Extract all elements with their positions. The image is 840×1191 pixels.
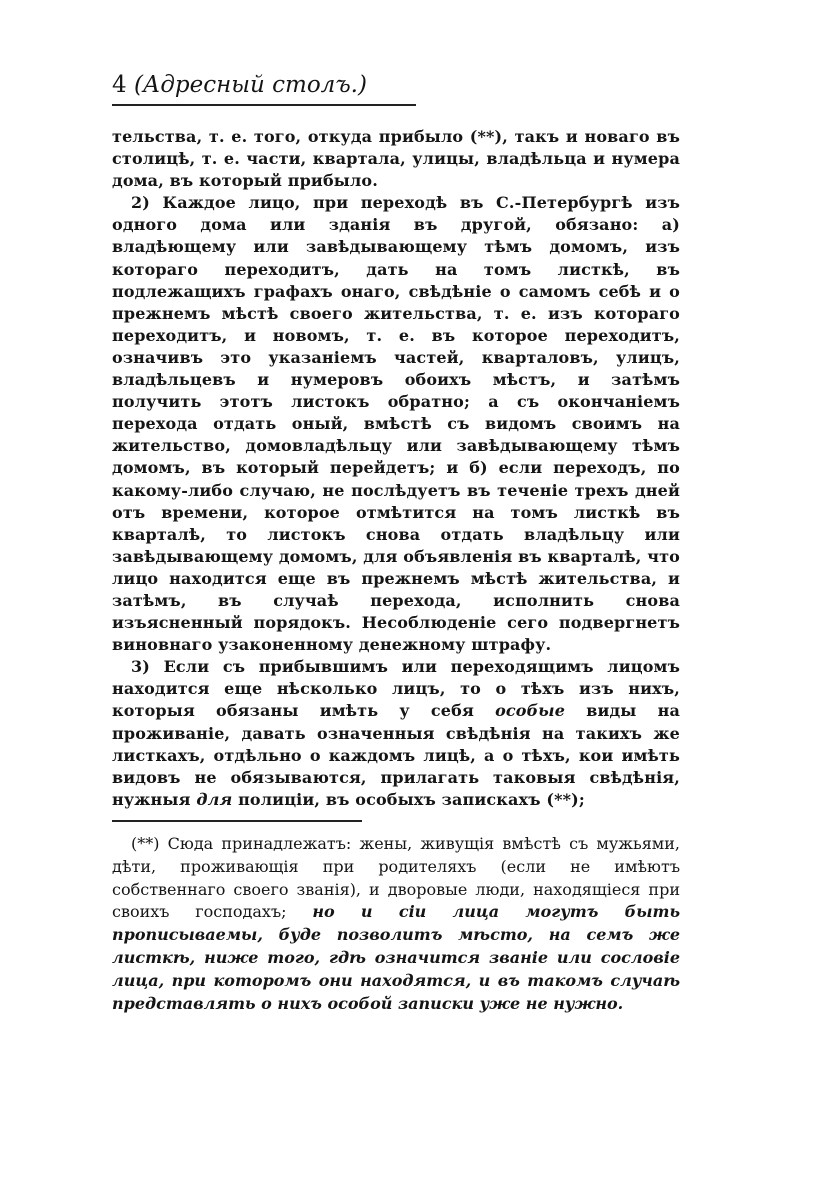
page-number: 4: [112, 72, 127, 98]
header-title: (Адресный столъ.): [133, 72, 367, 98]
paragraph-continuation: тельства, т. е. того, откуда прибыло (**), такъ и новаго въ столицѣ, т. е. части, квартала, улицы, владѣльца и нумера дома, въ который прибыло.: [112, 127, 680, 191]
main-text: [112, 126, 680, 811]
footnote-rule: [112, 820, 362, 822]
paragraph-3-part-c: полиціи, въ особыхъ запискахъ (**);: [232, 789, 585, 809]
footnote-lead: (**) Сюда принадлежатъ: жены, живущія вмѣстѣ съ мужьями, дѣти, проживающія при родителяхъ (если не имѣютъ собственнаго своего званія), и дворовые люди, находящіеся при своихъ господахъ;: [112, 834, 680, 922]
footnote-italic: но и сіи лица могутъ быть прописываемы, буде позволитъ мѣсто, на семъ же листкѣ, ниже того, гдѣ означится званіе или сословіе лица, при которомъ они находятся, и въ такомъ случаѣ представлять о нихъ особой записки уже не нужно.: [112, 902, 680, 1013]
running-header: [112, 70, 416, 100]
paragraph-3-emphasis: особые: [495, 701, 566, 721]
paragraph-3-part-b: виды на проживаніе, давать означенныя свѣдѣнія на такихъ же листкахъ, отдѣльно о каждомъ лицѣ, а о тѣхъ, кои имѣть видовъ не обязываются, прилагать таковыя свѣдѣнія, нужныя: [112, 701, 681, 809]
paragraph-3-emphasis-2: для: [196, 789, 233, 809]
paragraph-3: [112, 656, 680, 811]
paragraph-3-part-a: 3) Если съ прибывшимъ или переходящимъ лицомъ находится еще нѣсколько лицъ, то о тѣхъ изъ нихъ, которыя обязаны имѣть у себя: [112, 657, 680, 721]
footnote: [112, 833, 680, 1015]
paragraph-2: 2) Каждое лицо, при переходѣ въ С.-Петербургѣ изъ одного дома или зданія въ другой, обязано: а) владѣющему или завѣдывающему тѣмъ домомъ, изъ котораго переходитъ, дать на томъ листкѣ, въ подлежащихъ графахъ онаго, свѣдѣніе о самомъ себѣ и о прежнемъ мѣстѣ своего жительства, т. е. изъ котораго переходитъ, и новомъ, т. е. въ которое переходитъ, означивъ это указаніемъ частей, кварталовъ, улицъ, владѣльцевъ и нумеровъ обоихъ мѣстъ, и затѣмъ получить этотъ листокъ обратно; а съ окончаніемъ перехода отдать оный, вмѣстѣ съ видомъ своимъ на жительство, домовладѣльцу или завѣдывающему тѣмъ домомъ, въ который перейдетъ; и б) если переходъ, по какому-либо случаю, не послѣдуетъ въ теченіе трехъ дней отъ времени, которое отмѣтится на томъ листкѣ въ кварталѣ, то листокъ снова отдать владѣльцу или завѣдывающему домомъ, для объявленія въ кварталѣ, что лицо находится еще въ прежнемъ мѣстѣ жительства, и затѣмъ, въ случаѣ перехода, исполнить снова изъясненный порядокъ. Несоблюденіе сего подвергнетъ виновнаго узаконенному денежному штрафу.: [112, 193, 680, 655]
header-rule: [112, 104, 416, 106]
